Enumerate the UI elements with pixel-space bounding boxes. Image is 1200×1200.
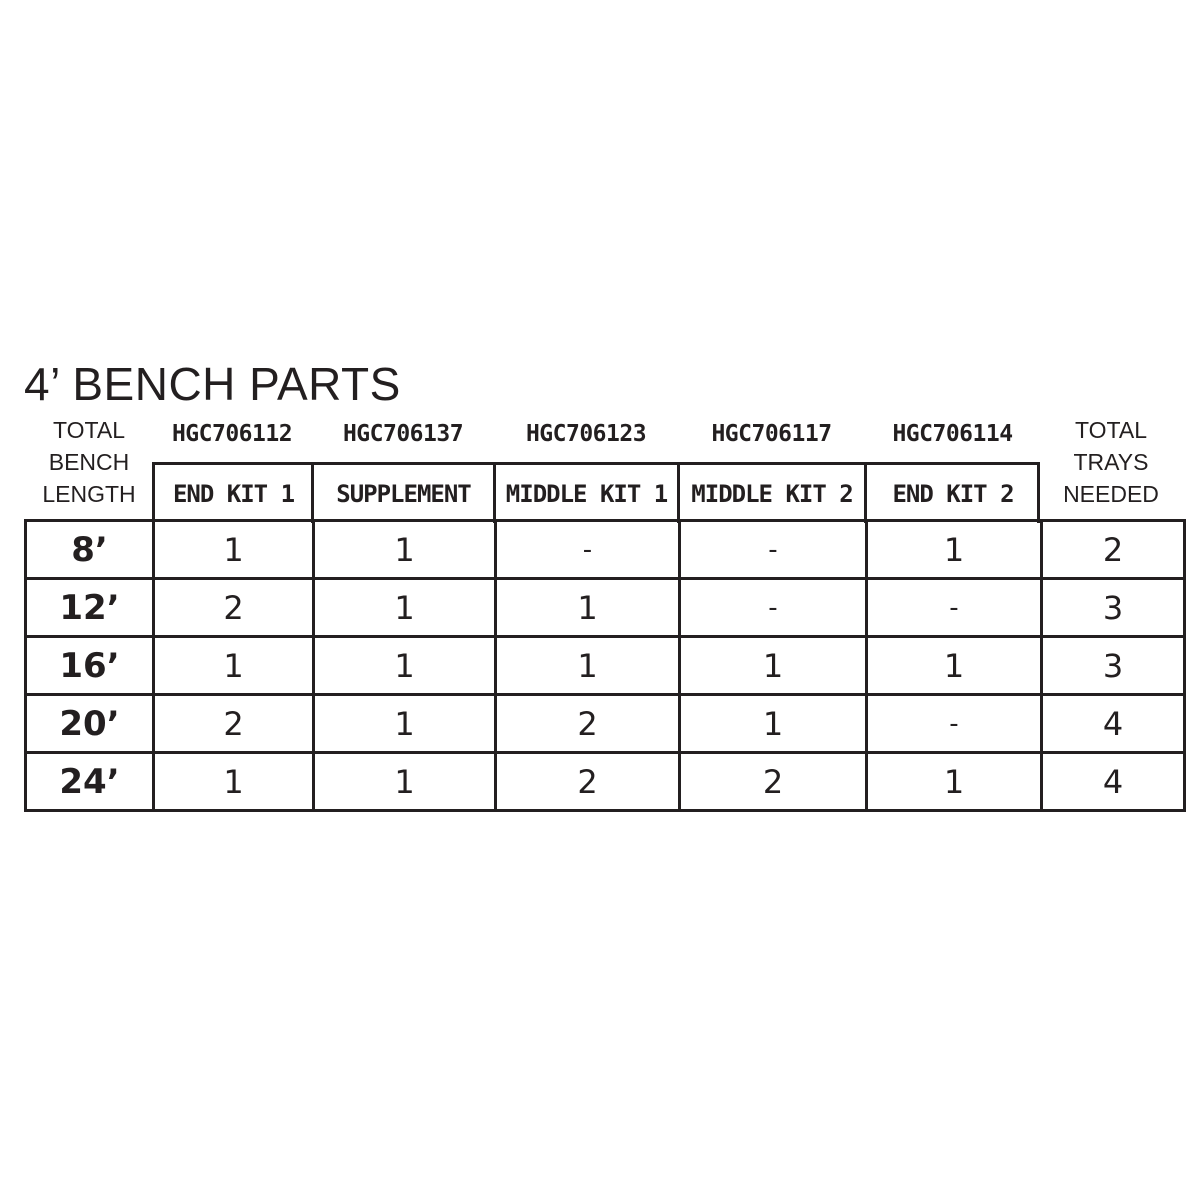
table-row	[26, 637, 1185, 695]
part-number-supplement: HGC706137	[342, 421, 464, 447]
quantity-cell: 1	[314, 695, 496, 753]
trays-needed-cell: 3	[1042, 579, 1185, 637]
part-number-end-kit-1: HGC706112	[171, 421, 293, 447]
quantity-cell: 2	[154, 695, 314, 753]
header-line: LENGTH	[42, 481, 136, 507]
quantity-cell: 1	[867, 637, 1042, 695]
quantity-cell: 1	[154, 521, 314, 579]
quantity-cell: 1	[154, 753, 314, 811]
column-divider	[1037, 465, 1040, 523]
quantity-cell: -	[867, 695, 1042, 753]
quantity-cell: 2	[680, 753, 867, 811]
bench-length-cell: 20’	[26, 695, 154, 753]
quantity-cell: 1	[680, 695, 867, 753]
kit-header-middle-kit-1: MIDDLE KIT 1	[505, 480, 668, 508]
table-row	[26, 695, 1185, 753]
bench-length-cell: 16’	[26, 637, 154, 695]
quantity-cell: 1	[867, 753, 1042, 811]
header-line: BENCH	[48, 449, 130, 475]
bench-length-cell: 24’	[26, 753, 154, 811]
trays-needed-cell: 2	[1042, 521, 1185, 579]
quantity-cell: 1	[496, 637, 680, 695]
kit-header-supplement: SUPPLEMENT	[336, 480, 471, 508]
header-line: TRAYS	[1073, 449, 1149, 475]
quantity-cell: 1	[867, 521, 1042, 579]
trays-needed-cell: 4	[1042, 753, 1185, 811]
kit-header-end-kit-1: END KIT 1	[172, 480, 295, 508]
trays-needed-cell: 4	[1042, 695, 1185, 753]
header-line: TOTAL	[1075, 417, 1147, 443]
quantity-cell: -	[867, 579, 1042, 637]
quantity-cell: -	[680, 521, 867, 579]
bench-parts-table	[24, 519, 1186, 812]
trays-needed-cell: 3	[1042, 637, 1185, 695]
kit-header-middle-kit-2: MIDDLE KIT 2	[691, 480, 853, 508]
quantity-cell: 1	[496, 579, 680, 637]
quantity-cell: 2	[496, 695, 680, 753]
kit-header-end-kit-2: END KIT 2	[892, 480, 1014, 508]
part-number-middle-kit-2: HGC706117	[711, 421, 832, 447]
total-bench-length-header	[26, 414, 152, 510]
quantity-cell: 1	[314, 521, 496, 579]
quantity-cell: -	[680, 579, 867, 637]
page-title: 4’ BENCH PARTS	[24, 358, 401, 410]
bench-length-cell: 8’	[26, 521, 154, 579]
header-line: TOTAL	[53, 417, 125, 443]
bench-length-cell: 12’	[26, 579, 154, 637]
quantity-cell: 1	[314, 579, 496, 637]
quantity-cell: 1	[680, 637, 867, 695]
part-number-middle-kit-1: HGC706123	[525, 421, 647, 447]
quantity-cell: 1	[314, 753, 496, 811]
part-number-end-kit-2: HGC706114	[892, 421, 1013, 447]
table-row	[26, 753, 1185, 811]
quantity-cell: -	[496, 521, 680, 579]
total-trays-needed-header	[1040, 414, 1182, 510]
quantity-cell: 1	[154, 637, 314, 695]
quantity-cell: 2	[496, 753, 680, 811]
quantity-cell: 1	[314, 637, 496, 695]
table-row	[26, 521, 1185, 579]
quantity-cell: 2	[154, 579, 314, 637]
header-line: NEEDED	[1063, 481, 1159, 507]
table-row	[26, 579, 1185, 637]
kit-header-row	[152, 462, 1040, 520]
